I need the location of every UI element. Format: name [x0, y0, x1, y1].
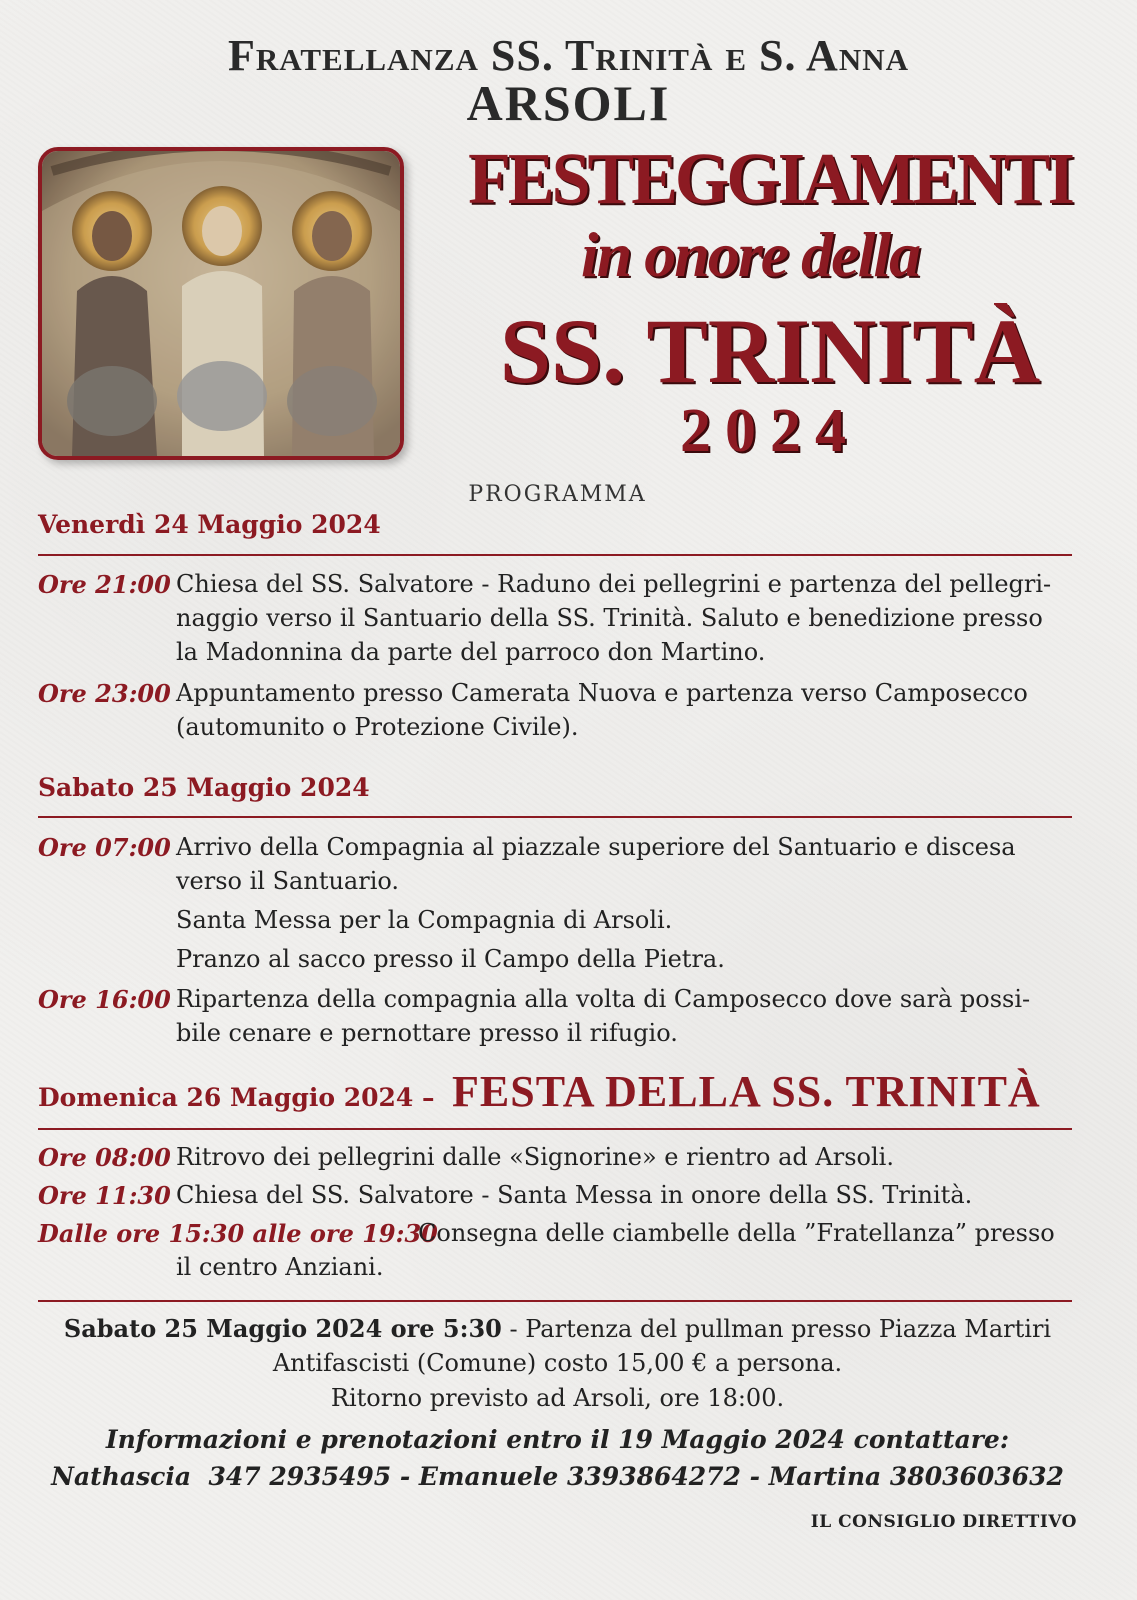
- title-trinita: SS. TRINITÀ: [499, 300, 1041, 402]
- event-description: [418, 1216, 1083, 1250]
- event-time: Dalle ore 15:30 alle ore 19:30: [38, 1219, 438, 1248]
- event-line: (automunito o Protezione Civile).: [176, 713, 579, 741]
- event-time: Ore 16:00: [38, 985, 171, 1014]
- event-description: [176, 1250, 1081, 1284]
- contacts: Nathascia 347 2935495 - Emanuele 3393864272 - Martina 3803603632: [51, 1462, 1064, 1491]
- event-time: Ore 21:00: [38, 570, 171, 599]
- trinity-fresco-image: [38, 147, 404, 460]
- event-time: Ore 23:00: [38, 679, 171, 708]
- bus-departure: - Partenza del pullman presso Piazza Martiri: [501, 1315, 1052, 1343]
- title-in-onore: in onore della: [580, 219, 920, 290]
- title-festeggiamenti: FESTEGGIAMENTI: [468, 139, 1072, 220]
- event-line: Chiesa del SS. Salvatore - Santa Messa in onore della SS. Trinità.: [176, 1181, 973, 1209]
- town-name: ARSOLI: [466, 75, 671, 131]
- bus-return: Ritorno previsto ad Arsoli, ore 18:00.: [330, 1384, 785, 1412]
- info-heading: Informazioni e prenotazioni entro il 19 Maggio 2024 contattare:: [105, 1425, 1010, 1454]
- event-description: [176, 1140, 1081, 1174]
- event-time: Ore 07:00: [38, 833, 171, 862]
- event-line: Chiesa del SS. Salvatore - Raduno dei pellegrini e partenza del pellegri-: [176, 570, 1052, 598]
- bus-info-line2: Antifascisti (Comune) costo 15,00 € a persona.: [272, 1349, 843, 1377]
- event-line: il centro Anziani.: [176, 1253, 384, 1281]
- event-description: [176, 567, 1081, 669]
- day-heading-friday: Venerdì 24 Maggio 2024: [38, 510, 381, 539]
- event-description: [176, 942, 1081, 976]
- divider: [38, 816, 1072, 818]
- event-line: Ritrovo dei pellegrini dalle «Signorine» e rientro ad Arsoli.: [176, 1143, 894, 1171]
- event-line: Arrivo della Compagnia al piazzale superiore del Santuario e discesa: [176, 833, 1016, 861]
- event-line: Consegna delle ciambelle della ”Fratellanza” presso: [418, 1219, 1055, 1247]
- divider: [38, 1128, 1072, 1130]
- event-description: [176, 1178, 1081, 1212]
- event-line: naggio verso il Santuario della SS. Trinità. Saluto e benedizione presso: [176, 604, 1043, 632]
- event-line: la Madonnina da parte del parroco don Martino.: [176, 638, 766, 666]
- day-heading-sunday: Domenica 26 Maggio 2024 –: [38, 1083, 435, 1112]
- event-description: [176, 982, 1081, 1050]
- event-line: Santa Messa per la Compagnia di Arsoli.: [176, 906, 673, 934]
- event-line: Appuntamento presso Camerata Nuova e partenza verso Camposecco: [176, 679, 1028, 707]
- bus-info-line1: [0, 1314, 1115, 1343]
- event-time: Ore 11:30: [38, 1181, 171, 1210]
- festa-title: FESTA DELLA SS. TRINITÀ: [452, 1067, 1041, 1116]
- divider: [38, 1300, 1072, 1302]
- event-description: [176, 903, 1081, 937]
- organization-name: Fratellanza SS. Trinità e S. Anna: [227, 31, 909, 80]
- event-time: Ore 08:00: [38, 1143, 171, 1172]
- event-description: [176, 676, 1081, 744]
- day-heading-saturday: Sabato 25 Maggio 2024: [38, 773, 370, 802]
- signature: IL CONSIGLIO DIRETTIVO: [810, 1512, 1077, 1532]
- programma-label: PROGRAMMA: [468, 482, 647, 507]
- divider: [38, 554, 1072, 556]
- event-line: Pranzo al sacco presso il Campo della Pietra.: [176, 945, 725, 973]
- event-line: verso il Santuario.: [176, 867, 400, 895]
- event-description: [176, 830, 1081, 898]
- bus-date: Sabato 25 Maggio 2024 ore 5:30: [63, 1314, 502, 1343]
- event-line: Ripartenza della compagnia alla volta di Camposecco dove sarà possi-: [176, 985, 1031, 1013]
- event-line: bile cenare e pernottare presso il rifugio.: [176, 1019, 678, 1047]
- title-year: 2024: [680, 397, 860, 465]
